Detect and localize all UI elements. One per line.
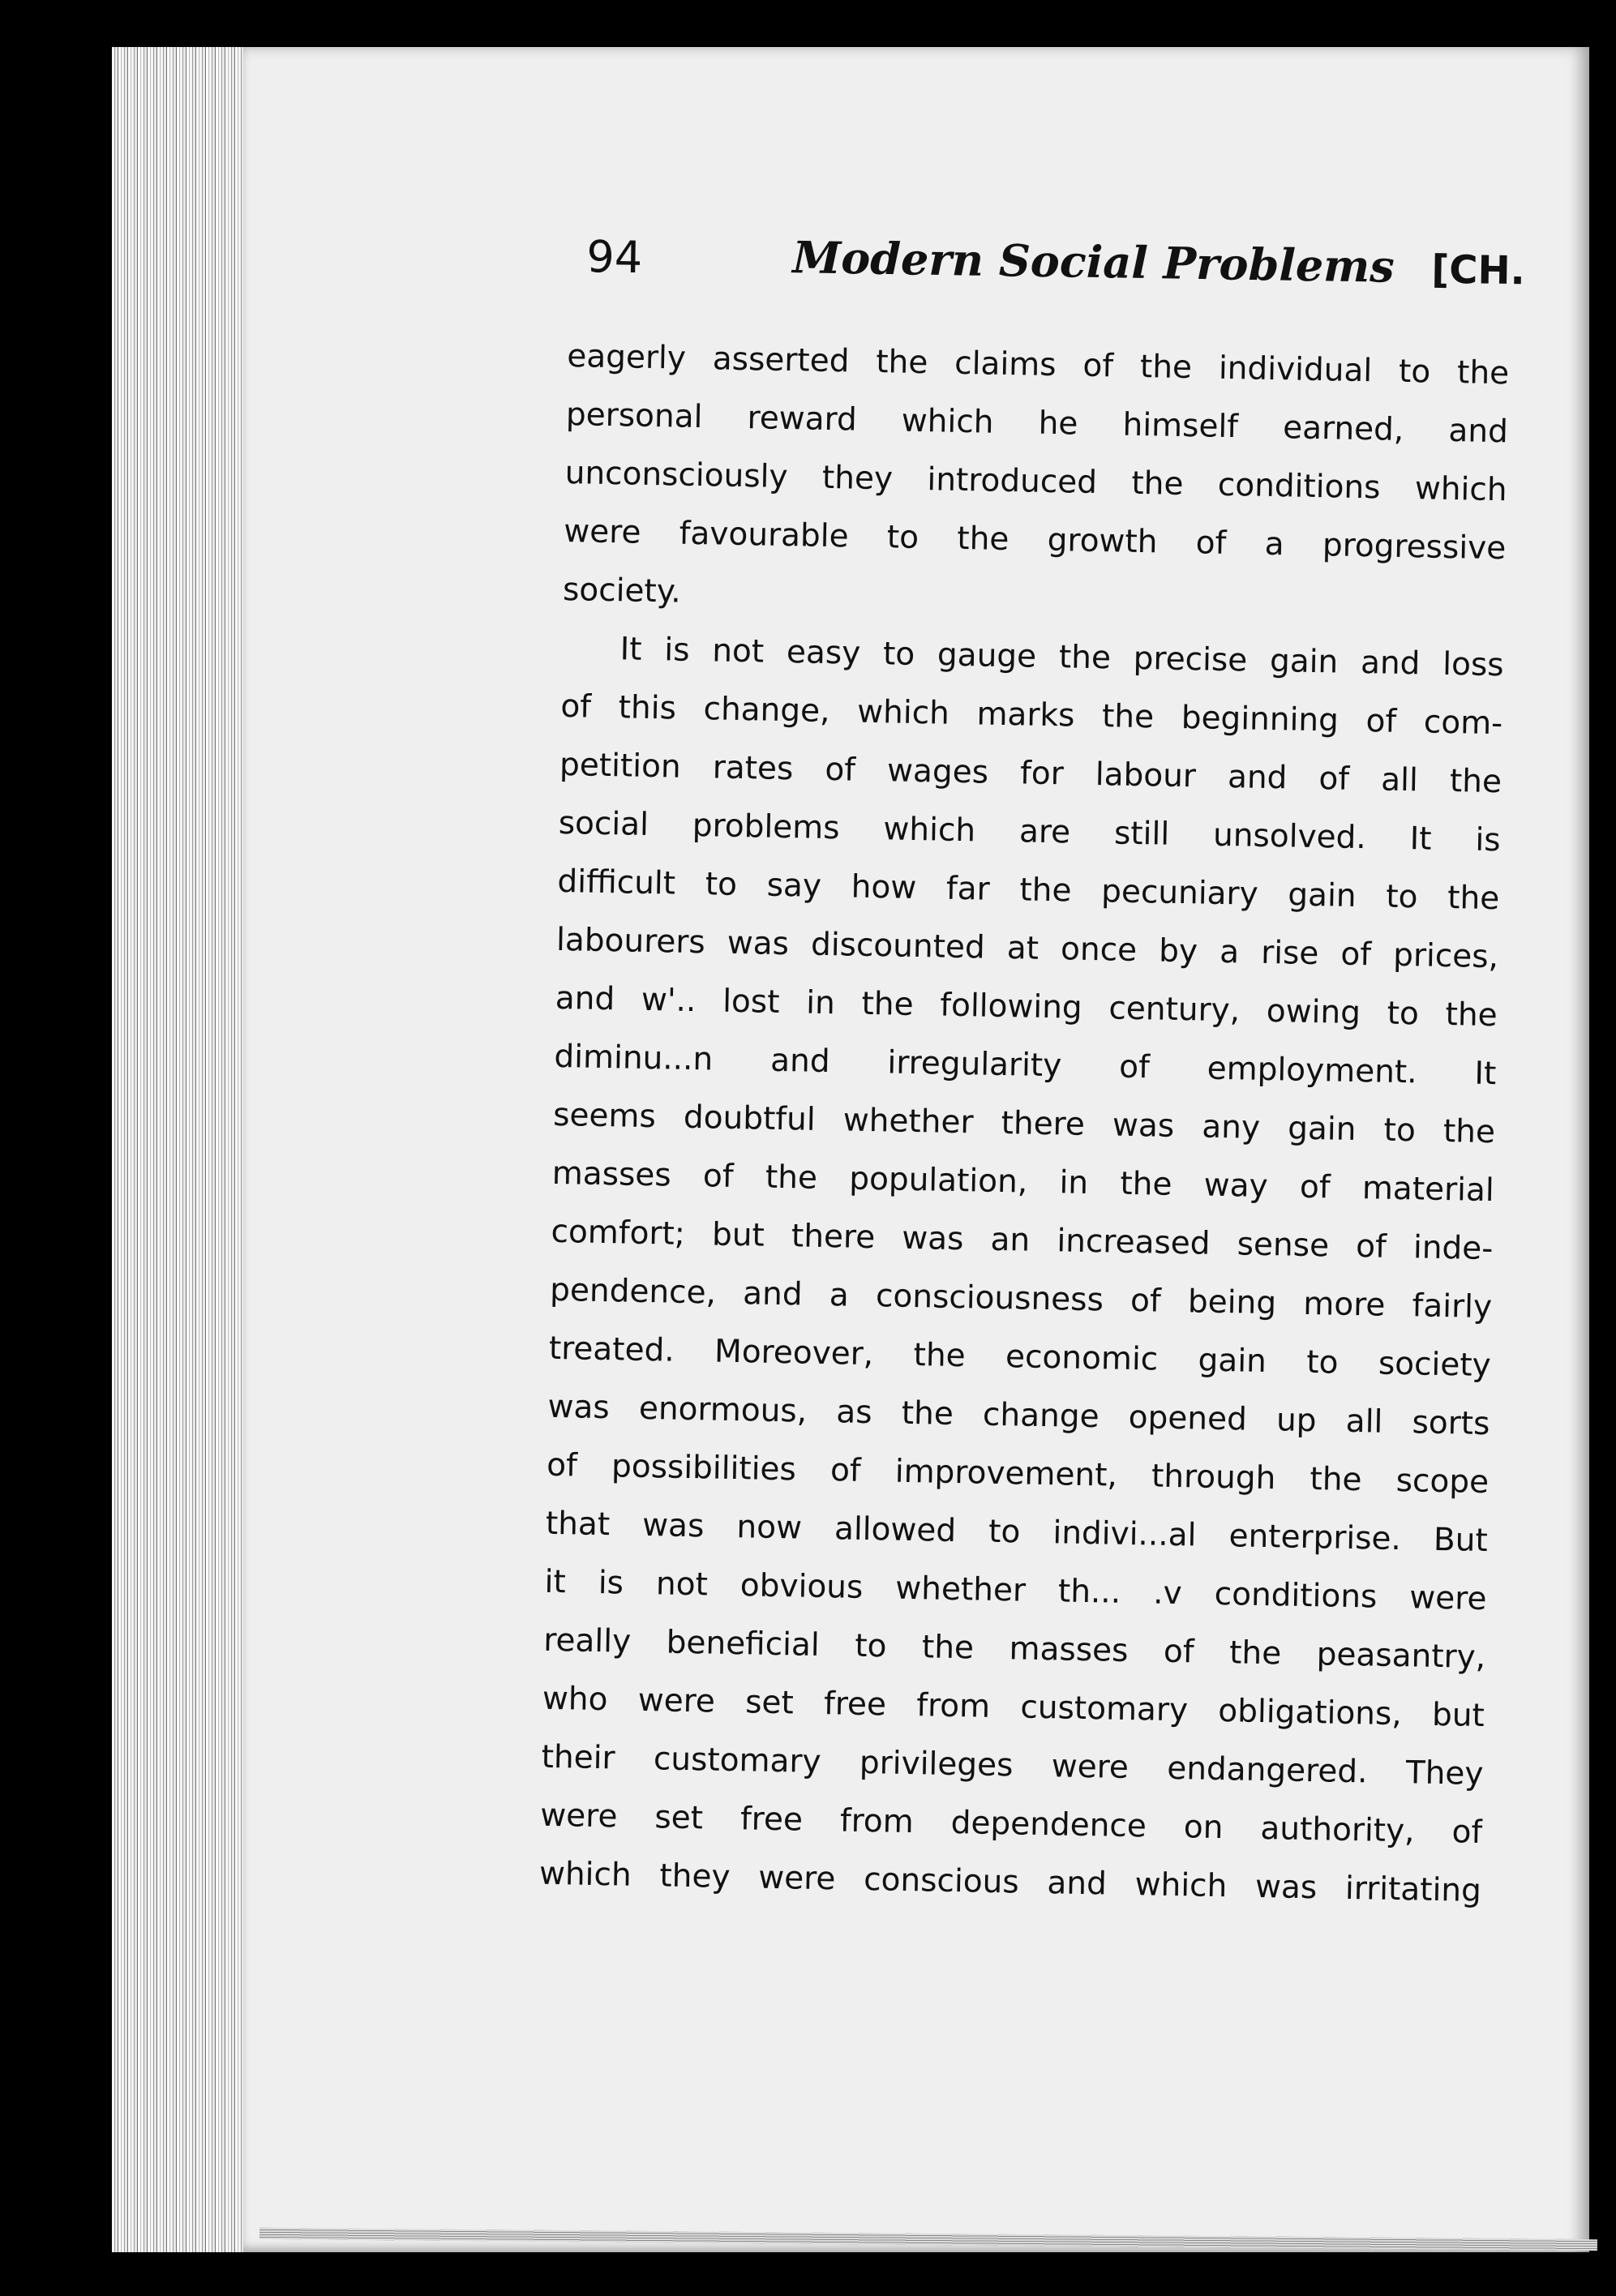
text-line: comfort; but there was an increased sense of inde- xyxy=(551,1213,1494,1268)
text-line: and w'.. lost in the following century, owing to the xyxy=(555,979,1498,1034)
text-line: petition rates of wages for labour and of all the xyxy=(559,746,1502,801)
text-line: of this change, which marks the beginning of com- xyxy=(560,688,1503,743)
text-line: who were set free from customary obligations, but xyxy=(542,1680,1485,1735)
text-line: was enormous, as the change opened up all sorts xyxy=(547,1388,1490,1443)
page-number: 94 xyxy=(585,231,643,284)
paragraph-first-line: It is not easy to gauge the precise gain and loss xyxy=(619,631,1504,684)
text-line: difficult to say how far the pecuniary gain to the xyxy=(557,863,1500,918)
body-text xyxy=(538,328,1509,1921)
text-line: treated. Moreover, the economic gain to society xyxy=(548,1330,1492,1385)
text-line: really beneficial to the masses of the peasantry, xyxy=(542,1621,1486,1677)
text-line: eagerly asserted the claims of the individual to the xyxy=(566,337,1510,392)
running-head xyxy=(579,229,1526,324)
text-line: it is not obvious whether th... .v conditions were xyxy=(544,1563,1487,1618)
text-line: social problems which are still unsolved. It is xyxy=(558,804,1502,859)
text-line: of possibilities of improvement, through the scope xyxy=(546,1446,1490,1501)
text-line: seems doubtful whether there was any gain to the xyxy=(552,1096,1496,1151)
text-line: pendence, and a consciousness of being more fairly xyxy=(549,1271,1493,1326)
text-line: personal reward which he himself earned, and xyxy=(565,396,1509,451)
text-line: their customary privileges were endangered. They xyxy=(541,1738,1484,1793)
chapter-mark: [CH. xyxy=(1430,246,1526,294)
text-line: were favourable to the growth of a progressive xyxy=(563,512,1507,568)
text-line: diminu...n and irregularity of employment. It xyxy=(554,1038,1497,1093)
text-line: were set free from dependence on authority, of xyxy=(539,1797,1483,1851)
text-line: labourers was discounted at once by a rise of prices, xyxy=(555,921,1499,976)
text-line: masses of the population, in the way of material xyxy=(551,1154,1495,1210)
text-line: society. xyxy=(562,571,682,610)
text-line: that was now allowed to indivi...al enterprise. But xyxy=(545,1505,1489,1560)
book-title: Modern Social Problems xyxy=(791,231,1395,293)
text-line: unconsciously they introduced the conditions which xyxy=(564,454,1507,509)
text-line: which they were conscious and which was irritating xyxy=(538,1855,1482,1909)
